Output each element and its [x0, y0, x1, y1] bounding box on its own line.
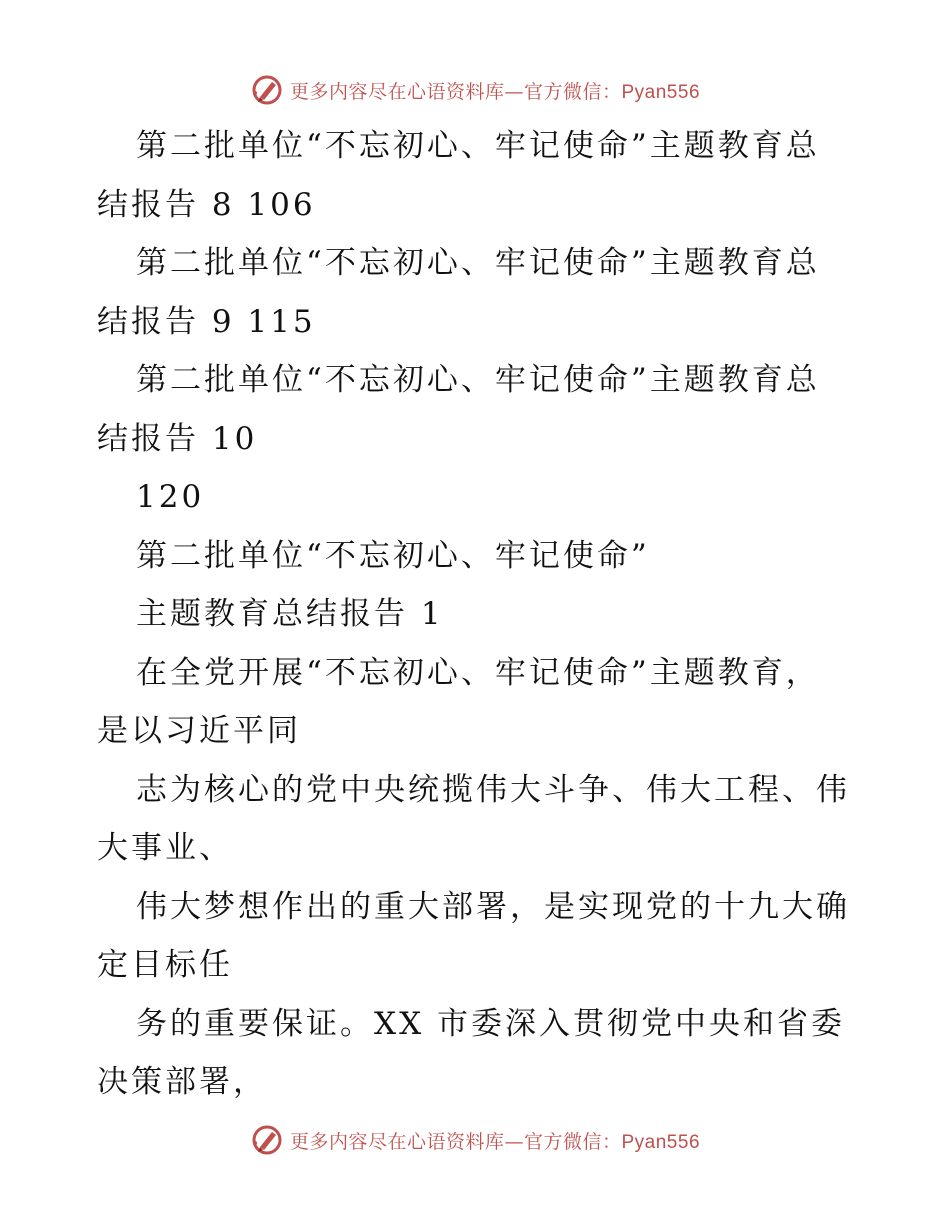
text-line: 是以习近平同 — [97, 713, 301, 749]
text-line: 结报告 8 106 — [97, 186, 316, 223]
text-line: 第二批单位“不忘初心、牢记使命” — [136, 537, 650, 574]
text-line: 伟大梦想作出的重大部署，是实现党的十九大确 — [136, 888, 850, 925]
text-line: 结报告 9 115 — [97, 303, 316, 340]
document-body — [97, 117, 857, 1112]
pen-circle-logo-icon — [250, 1123, 284, 1157]
text-line: 第二批单位“不忘初心、牢记使命”主题教育总 — [136, 128, 820, 164]
text-line: 决策部署， — [97, 1064, 267, 1100]
text-line: 结报告 10 — [97, 420, 258, 457]
header-watermark — [0, 70, 950, 110]
text-line: 志为核心的党中央统揽伟大斗争、伟大工程、伟 — [136, 771, 850, 808]
pen-circle-logo-icon — [250, 73, 284, 107]
text-line: 定目标任 — [97, 947, 233, 983]
text-line: 主题教育总结报告 1 — [136, 596, 444, 632]
watermark-account: Pyan556 — [621, 1131, 701, 1153]
text-line: 第二批单位“不忘初心、牢记使命”主题教育总 — [136, 362, 820, 398]
footer-watermark — [0, 1120, 950, 1160]
watermark-account: Pyan556 — [621, 81, 701, 103]
text-line: 大事业、 — [97, 830, 233, 866]
text-line: 120 — [136, 479, 205, 515]
text-line: 务的重要保证。XX 市委深入贯彻党中央和省委 — [136, 1005, 845, 1042]
text-line: 在全党开展“不忘初心、牢记使命”主题教育， — [136, 654, 820, 691]
text-line: 第二批单位“不忘初心、牢记使命”主题教育总 — [136, 245, 820, 281]
watermark-text: 更多内容尽在心语资料库—官方微信：Pyan556 — [289, 1130, 701, 1153]
watermark-text: 更多内容尽在心语资料库—官方微信：Pyan556 — [289, 80, 701, 103]
